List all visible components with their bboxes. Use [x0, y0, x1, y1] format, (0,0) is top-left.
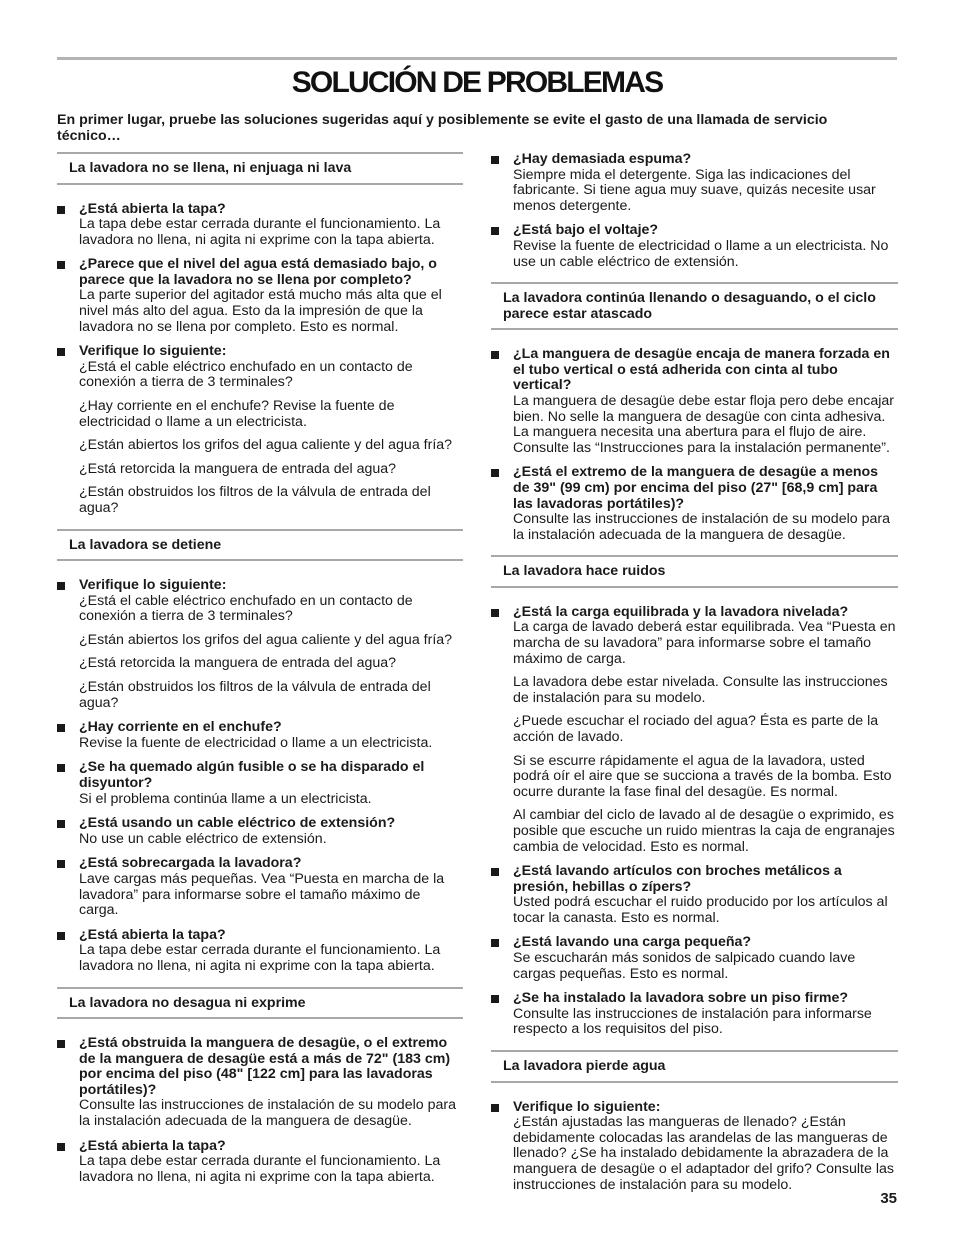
list-item — [491, 465, 898, 543]
item-question: ¿Está lavando artículos con broches metálicos a presión, hebillas o zípers? — [513, 863, 842, 895]
item-answer: No use un cable eléctrico de extensión. — [79, 830, 327, 847]
troubleshooting-section — [57, 987, 463, 1186]
item-answer: La tapa debe estar cerrada durante el funcionamiento. La lavadora no llena, ni agita ni exprime con la tapa abierta. — [79, 1153, 441, 1185]
square-bullet-icon — [491, 939, 499, 947]
item-question: Verifique lo siguiente: — [513, 1098, 661, 1115]
list-item — [57, 202, 463, 249]
troubleshooting-section — [491, 555, 898, 1038]
page-number: 35 — [880, 1190, 897, 1207]
item-question: ¿La manguera de desagüe encaja de manera forzada en el tubo vertical o está adherida con cinta al tubo vertical? — [513, 346, 890, 394]
item-question: ¿Se ha instalado la lavadora sobre un piso firme? — [513, 990, 849, 1007]
section-heading: La lavadora no se llena, ni enjuaga ni lava — [57, 152, 463, 185]
list-item — [57, 856, 463, 918]
item-extra-text: ¿Está retorcida la manguera de entrada del agua? — [79, 655, 397, 672]
item-question: Verifique lo siguiente: — [79, 343, 227, 360]
item-answer: Revise la fuente de electricidad o llame a un electricista. — [79, 734, 433, 751]
item-answer: Usted podrá escuchar el ruido producido por los artículos al tocar la canasta. Esto es normal. — [513, 894, 888, 926]
item-extra-text: La lavadora debe estar nivelada. Consulte las instrucciones de instalación para su modelo. — [513, 674, 888, 706]
item-question: ¿Está lavando una carga pequeña? — [513, 934, 752, 951]
item-answer: La carga de lavado deberá estar equilibrada. Vea “Puesta en marcha de su lavadora” para informarse sobre el tamaño máximo de carga. — [513, 619, 896, 667]
list-item — [57, 344, 463, 516]
item-extra-text: ¿Puede escuchar el rociado del agua? Ésta es parte de la acción de lavado. — [513, 713, 879, 745]
list-item — [491, 347, 898, 456]
item-extra-text: Si se escurre rápidamente el agua de la lavadora, usted podrá oír el aire que se succiona a través de la bomba. Esto ocurre durante la fase final del desagüe. Es normal. — [513, 752, 892, 800]
item-answer: La manguera de desagüe debe estar floja pero debe encajar bien. No selle la manguera de desagüe con cinta adhesiva. La manguera necesita una abertura para el flujo de aire. Consulte las “Instrucciones para la instalación permanente”. — [513, 392, 894, 456]
list-item — [491, 935, 898, 982]
section-heading: La lavadora no desagua ni exprime — [57, 987, 463, 1020]
square-bullet-icon — [57, 206, 65, 214]
top-rule — [57, 57, 897, 60]
list-item — [57, 257, 463, 335]
item-answer: ¿Está el cable eléctrico enchufado en un contacto de conexión a tierra de 3 terminales? — [79, 358, 413, 391]
list-item — [57, 928, 463, 975]
item-question: ¿Está la carga equilibrada y la lavadora nivelada? — [513, 603, 849, 620]
item-question: ¿Está el extremo de la manguera de desagüe a menos de 39" (99 cm) por encima del piso (27" [68,9 cm] para las lavadoras portátiles)? — [513, 464, 879, 512]
square-bullet-icon — [491, 609, 499, 617]
list-item — [57, 760, 463, 807]
page-title: SOLUCIÓN DE PROBLEMAS — [291, 66, 663, 99]
troubleshooting-section — [57, 152, 463, 517]
item-answer: La tapa debe estar cerrada durante el funcionamiento. La lavadora no llena, ni agita ni exprime con la tapa abierta. — [79, 942, 441, 974]
item-extra-text: ¿Está retorcida la manguera de entrada del agua? — [79, 460, 397, 477]
troubleshooting-section — [491, 1050, 898, 1193]
list-item — [491, 152, 898, 214]
intro-text: En primer lugar, pruebe las soluciones sugeridas aquí y posiblemente se evite el gasto de una llamada de servicio técnico… — [57, 112, 828, 144]
square-bullet-icon — [57, 860, 65, 868]
item-answer: Si el problema continúa llame a un electricista. — [79, 790, 372, 807]
right-column — [491, 152, 898, 1205]
list-item — [57, 816, 463, 847]
list-item — [57, 1036, 463, 1130]
continued-items — [491, 152, 898, 270]
list-item — [491, 605, 898, 855]
item-answer: La parte superior del agitador está mucho más alta que el nivel más alto del agua. Esto da la impresión de que la lavadora no se llena por completo. Esto es normal. — [79, 287, 442, 335]
list-item — [57, 578, 463, 711]
square-bullet-icon — [57, 820, 65, 828]
section-heading: La lavadora se detiene — [57, 529, 463, 562]
item-answer: Se escucharán más sonidos de salpicado cuando lave cargas pequeñas. Esto es normal. — [513, 950, 856, 982]
list-item — [57, 1139, 463, 1186]
square-bullet-icon — [57, 764, 65, 772]
item-question: ¿Parece que el nivel del agua está demasiado bajo, o parece que la lavadora no se llena por completo? — [79, 256, 437, 288]
list-item — [491, 223, 898, 270]
square-bullet-icon — [491, 868, 499, 876]
item-answer: Consulte las instrucciones de instalación para informarse respecto a los requisitos del piso. — [513, 1005, 872, 1038]
item-extra-text: ¿Hay corriente en el enchufe? Revise la fuente de electricidad o llame a un electricista. — [79, 398, 395, 430]
item-extra-text: ¿Están abiertos los grifos del agua caliente y del agua fría? — [79, 631, 453, 648]
item-extra-text: ¿Están obstruidos los filtros de la válvula de entrada del agua? — [79, 484, 431, 516]
item-extra-text: ¿Están obstruidos los filtros de la válvula de entrada del agua? — [79, 679, 431, 711]
item-question: ¿Se ha quemado algún fusible o se ha disparado el disyuntor? — [79, 759, 425, 792]
item-extra-text: Al cambiar del ciclo de lavado al de desagüe o exprimido, es posible que escuche un ruido mientras la caja de engranajes cambia de velocidad. Esto es normal. — [513, 807, 895, 855]
list-item — [491, 864, 898, 926]
square-bullet-icon — [57, 582, 65, 590]
section-heading: La lavadora continúa llenando o desaguando, o el ciclo parece estar atascado — [491, 282, 898, 330]
square-bullet-icon — [491, 995, 499, 1003]
item-question: ¿Hay corriente en el enchufe? — [79, 719, 282, 736]
item-answer: La tapa debe estar cerrada durante el funcionamiento. La lavadora no llena, ni agita ni exprime con la tapa abierta. — [79, 216, 441, 248]
list-item — [491, 1100, 898, 1194]
square-bullet-icon — [491, 351, 499, 359]
left-column — [57, 152, 463, 1197]
section-heading: La lavadora pierde agua — [491, 1050, 898, 1083]
item-question: ¿Está bajo el voltaje? — [513, 222, 659, 239]
square-bullet-icon — [57, 1040, 65, 1048]
item-question: ¿Está abierta la tapa? — [79, 200, 226, 217]
item-answer: ¿Están ajustadas las mangueras de llenado? ¿Están debidamente colocadas las arandelas de las mangueras de llenado? ¿Se ha instalado debidamente la abrazadera de la manguera de desagüe o el adaptador del grifo? Consulte las instrucciones de instalación para su modelo. — [513, 1114, 894, 1193]
item-answer: ¿Está el cable eléctrico enchufado en un contacto de conexión a tierra de 3 terminales? — [79, 592, 413, 625]
item-question: ¿Está sobrecargada la lavadora? — [79, 855, 302, 872]
item-answer: Revise la fuente de electricidad o llame a un electricista. No use un cable eléctrico de extensión. — [513, 237, 889, 270]
section-heading: La lavadora hace ruidos — [491, 555, 898, 588]
square-bullet-icon — [57, 348, 65, 356]
list-item — [57, 720, 463, 751]
square-bullet-icon — [491, 1104, 499, 1112]
troubleshooting-section — [57, 529, 463, 975]
square-bullet-icon — [57, 261, 65, 269]
item-question: ¿Hay demasiada espuma? — [513, 151, 692, 167]
square-bullet-icon — [57, 724, 65, 732]
item-question: ¿Está usando un cable eléctrico de extensión? — [79, 815, 396, 832]
troubleshooting-section — [491, 282, 898, 543]
square-bullet-icon — [57, 932, 65, 940]
item-answer: Consulte las instrucciones de instalación de su modelo para la instalación adecuada de la manguera de desagüe. — [79, 1097, 456, 1130]
item-extra-text: ¿Están abiertos los grifos del agua caliente y del agua fría? — [79, 437, 453, 454]
square-bullet-icon — [491, 469, 499, 477]
square-bullet-icon — [491, 227, 499, 235]
item-question: Verifique lo siguiente: — [79, 577, 227, 594]
item-answer: Consulte las instrucciones de instalación de su modelo para la instalación adecuada de la manguera de desagüe. — [513, 511, 890, 543]
square-bullet-icon — [57, 1143, 65, 1151]
item-question: ¿Está obstruida la manguera de desagüe, o el extremo de la manguera de desagüe está a más de 72" (183 cm) por encima del piso (48" [122 cm] para las lavadoras portátiles)? — [79, 1035, 451, 1098]
item-answer: Siempre mida el detergente. Siga las indicaciones del fabricante. Si tiene agua muy suave, quizás necesite usar menos detergente. — [513, 166, 876, 214]
item-answer: Lave cargas más pequeñas. Vea “Puesta en marcha de la lavadora” para informarse sobre el tamaño máximo de carga. — [79, 871, 445, 919]
item-question: ¿Está abierta la tapa? — [79, 1137, 226, 1154]
item-question: ¿Está abierta la tapa? — [79, 926, 226, 943]
square-bullet-icon — [491, 156, 499, 164]
list-item — [491, 991, 898, 1038]
